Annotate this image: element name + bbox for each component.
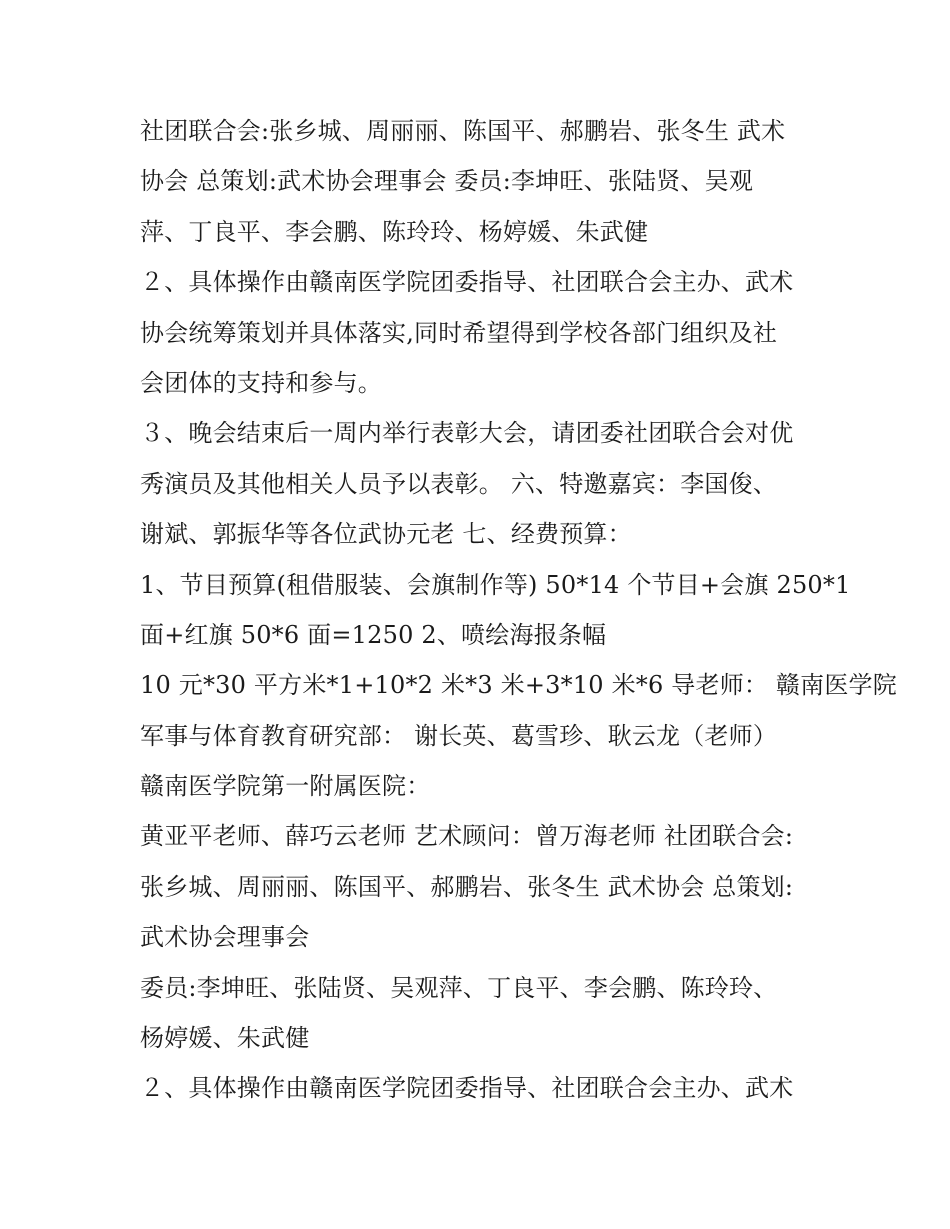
text-line: 社团联合会:张乡城、周丽丽、陈国平、郝鹏岩、张冬生 武术 bbox=[140, 117, 786, 145]
text-line: 协会 总策划:武术协会理事会 委员:李坤旺、张陆贤、吴观 bbox=[140, 167, 754, 196]
text-line: 协会统筹策划并具体落实,同时希望得到学校各部门组织及社 bbox=[140, 318, 778, 347]
text-line: 委员:李坤旺、张陆贤、吴观萍、丁良平、李会鹏、陈玲玲、 bbox=[140, 973, 778, 1002]
body-text bbox=[140, 106, 897, 1114]
text-line: 武术协会理事会 bbox=[140, 923, 310, 952]
text-line: 面+红旗 50*6 面=1250 2、喷绘海报条幅 bbox=[140, 620, 607, 649]
text-line: 会团体的支持和参与。 bbox=[140, 368, 382, 397]
text-line: 杨婷媛、朱武健 bbox=[140, 1024, 310, 1053]
text-line: 黄亚平老师、薛巧云老师 艺术顾问：曾万海老师 社团联合会: bbox=[140, 822, 794, 851]
text-line: ２、具体操作由赣南医学院团委指导、社团联合会主办、武术 bbox=[140, 1074, 794, 1103]
text-line: 10 元*30 平方米*1+10*2 米*3 米+3*10 米*6 导老师： 赣南医学院 bbox=[140, 671, 897, 700]
text-line: 萍、丁良平、李会鹏、陈玲玲、杨婷媛、朱武健 bbox=[140, 217, 649, 246]
text-line: ２、具体操作由赣南医学院团委指导、社团联合会主办、武术 bbox=[140, 268, 794, 297]
text-line: 军事与体育教育研究部： 谢长英、葛雪珍、耿云龙（老师） bbox=[140, 721, 778, 750]
text-line: 张乡城、周丽丽、陈国平、郝鹏岩、张冬生 武术协会 总策划: bbox=[140, 872, 794, 901]
text-line: 赣南医学院第一附属医院： bbox=[140, 772, 431, 801]
text-line: 1、节目预算(租借服装、会旗制作等) 50*14 个节目+会旗 250*1 bbox=[140, 570, 851, 599]
text-line: 秀演员及其他相关人员予以表彰。 六、特邀嘉宾：李国俊、 bbox=[140, 469, 778, 498]
text-line: 谢斌、郭振华等各位武协元老 七、经费预算： bbox=[140, 520, 632, 549]
text-line: ３、晚会结束后一周内举行表彰大会，请团委社团联合会对优 bbox=[140, 419, 794, 448]
